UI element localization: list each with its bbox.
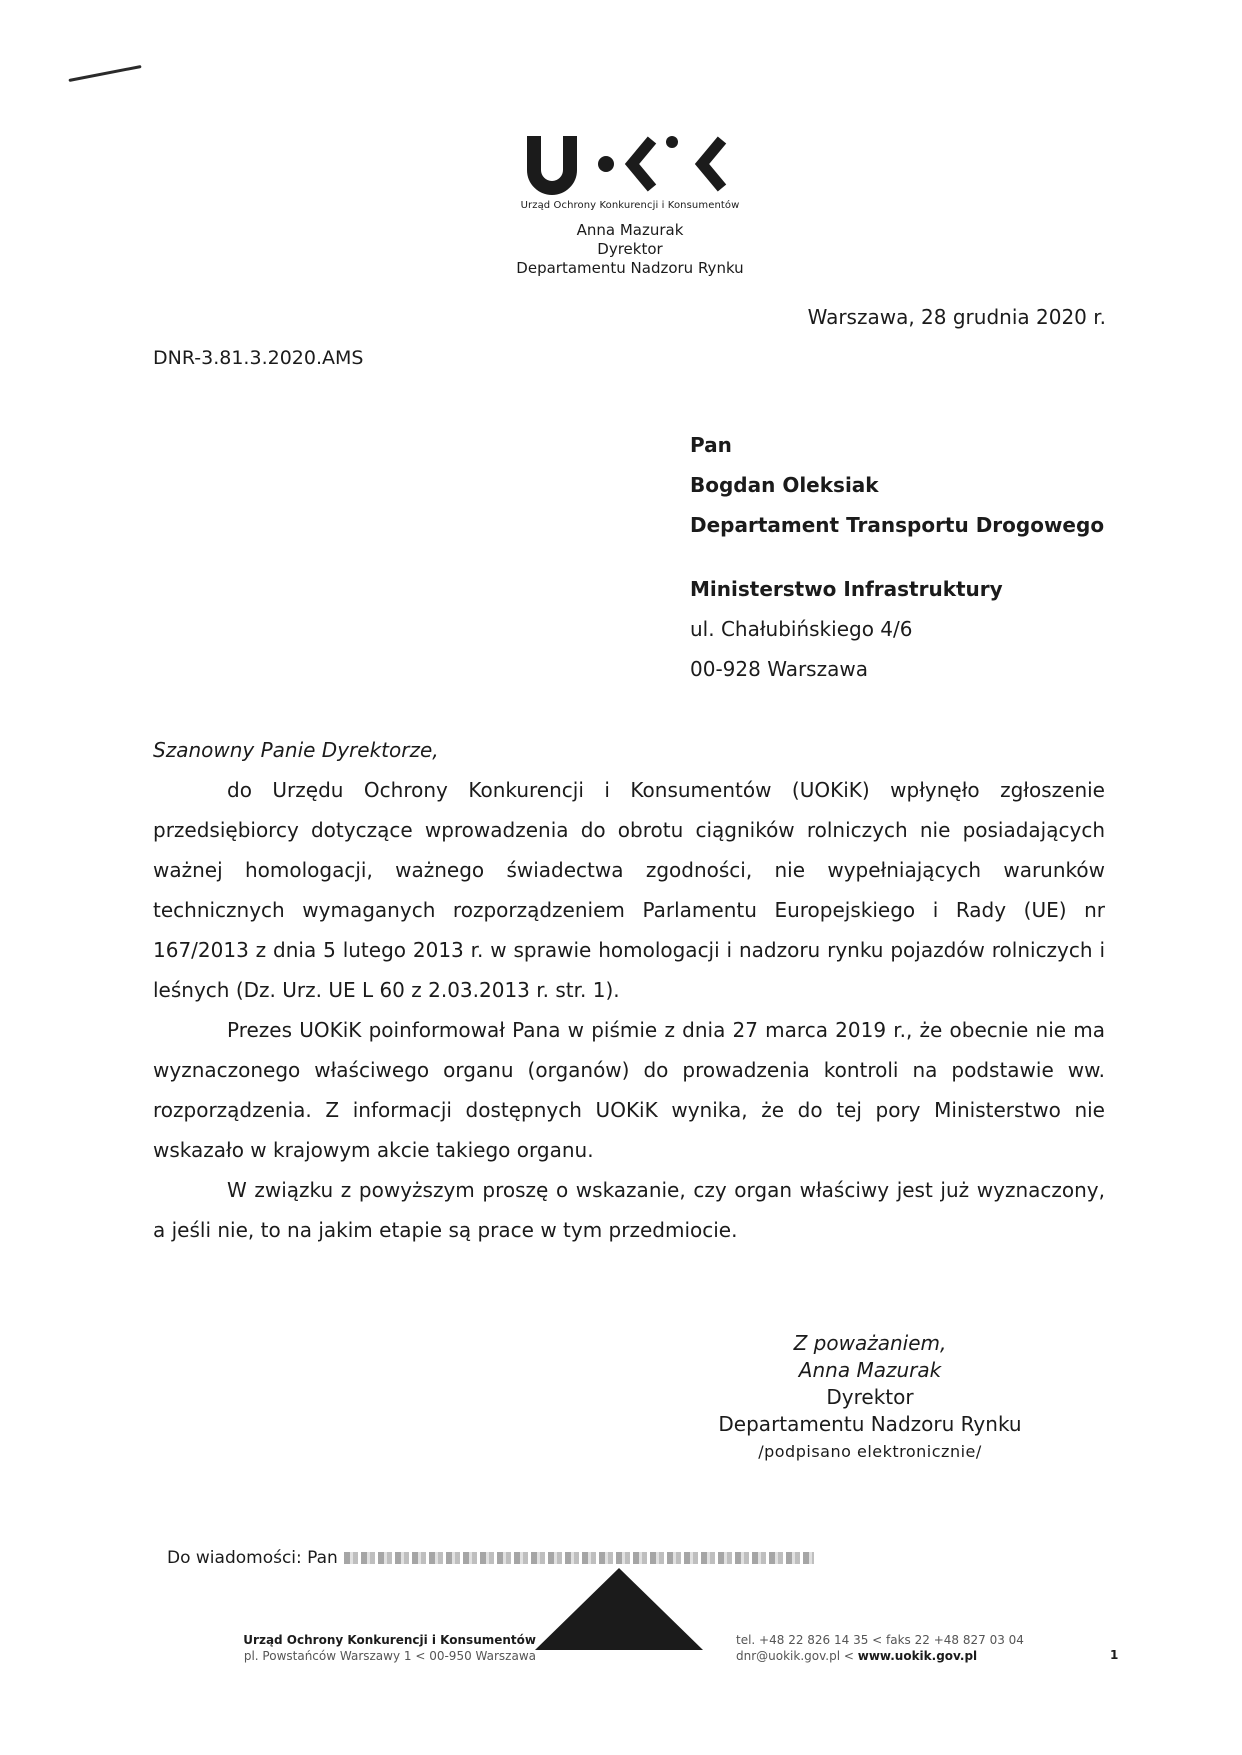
recipient-name: Bogdan Oleksiak bbox=[690, 473, 879, 497]
letterhead bbox=[480, 130, 780, 278]
recipient-street: ul. Chałubińskiego 4/6 bbox=[690, 617, 913, 641]
sender-name: Anna Mazurak bbox=[576, 221, 684, 239]
footer-email: dnr@uokik.gov.pl < bbox=[736, 1649, 858, 1663]
sender-department: Departamentu Nadzoru Rynku bbox=[516, 259, 744, 277]
cc-line bbox=[167, 1548, 814, 1568]
footer-triangle-icon bbox=[535, 1568, 703, 1650]
logo-caption: Urząd Ochrony Konkurencji i Konsumentów bbox=[520, 200, 740, 211]
closing-department: Departamentu Nadzoru Rynku bbox=[718, 1412, 1022, 1436]
recipient-postal-city: 00-928 Warszawa bbox=[690, 657, 868, 681]
body-paragraph-2: Prezes UOKiK poinformował Pana w piśmie z dnia 27 marca 2019 r., że obecnie nie ma wyznaczonego właściwego organu (organów) do prowadzenia kontroli na podstawie ww. rozporządzenia. Z informacji dostępnych UOKiK wynika, że do tej pory Ministerstwo nie wskazało w krajowym akcie takiego organu. bbox=[153, 1018, 1105, 1162]
sender-role: Dyrektor bbox=[597, 240, 663, 258]
closing-regards: Z poważaniem, bbox=[793, 1331, 947, 1355]
reference-number: DNR-3.81.3.2020.AMS bbox=[153, 347, 364, 369]
page-number: 1 bbox=[1110, 1648, 1119, 1662]
footer-contact bbox=[736, 1632, 1024, 1664]
scan-pen-mark bbox=[68, 65, 141, 82]
recipient-department: Departament Transportu Drogowego bbox=[690, 513, 1105, 537]
closing-name: Anna Mazurak bbox=[798, 1358, 942, 1382]
footer-organization bbox=[243, 1632, 536, 1664]
footer-address: pl. Powstańców Warszawy 1 < 00-950 Warszawa bbox=[243, 1649, 536, 1663]
footer-org-name: Urząd Ochrony Konkurencji i Konsumentów bbox=[243, 1633, 536, 1647]
body-paragraph-3: W związku z powyższym proszę o wskazanie, czy organ właściwy jest już wyznaczony, a jeśli nie, to na jakim etapie są prace w tym przedmiocie. bbox=[153, 1178, 1105, 1242]
redacted-name bbox=[344, 1552, 814, 1564]
uokik-logo-icon bbox=[514, 130, 746, 196]
cc-label: Do wiadomości: Pan bbox=[167, 1548, 338, 1568]
recipient-title: Pan bbox=[690, 433, 732, 457]
letter-body bbox=[153, 730, 1105, 1250]
footer-phone-fax: tel. +48 22 826 14 35 < faks 22 +48 827 03 04 bbox=[736, 1633, 1024, 1647]
footer-website: www.uokik.gov.pl bbox=[857, 1649, 978, 1663]
body-paragraph-1: do Urzędu Ochrony Konkurencji i Konsumentów (UOKiK) wpłynęło zgłoszenie przedsiębiorcy dotyczące wprowadzenia do obrotu ciągników rolniczych nie posiadających ważnej homologacji, ważnego świadectwa zgodności, nie wypełniających warunków technicznych wymaganych rozporządzeniem Parlamentu Europejskiego i Rady (UE) nr 167/2013 z dnia 5 lutego 2013 r. w sprawie homologacji i nadzoru rynku pojazdów rolniczych i leśnych (Dz. Urz. UE L 60 z 2.03.2013 r. str. 1). bbox=[153, 778, 1105, 1002]
signature-note: /podpisano elektronicznie/ bbox=[758, 1442, 982, 1461]
recipient-ministry: Ministerstwo Infrastruktury bbox=[690, 577, 1003, 601]
closing-role: Dyrektor bbox=[826, 1385, 914, 1409]
closing-block bbox=[690, 1330, 1050, 1465]
date-line: Warszawa, 28 grudnia 2020 r. bbox=[807, 305, 1106, 329]
recipient-block bbox=[690, 425, 1104, 689]
salutation: Szanowny Panie Dyrektorze, bbox=[153, 738, 439, 762]
